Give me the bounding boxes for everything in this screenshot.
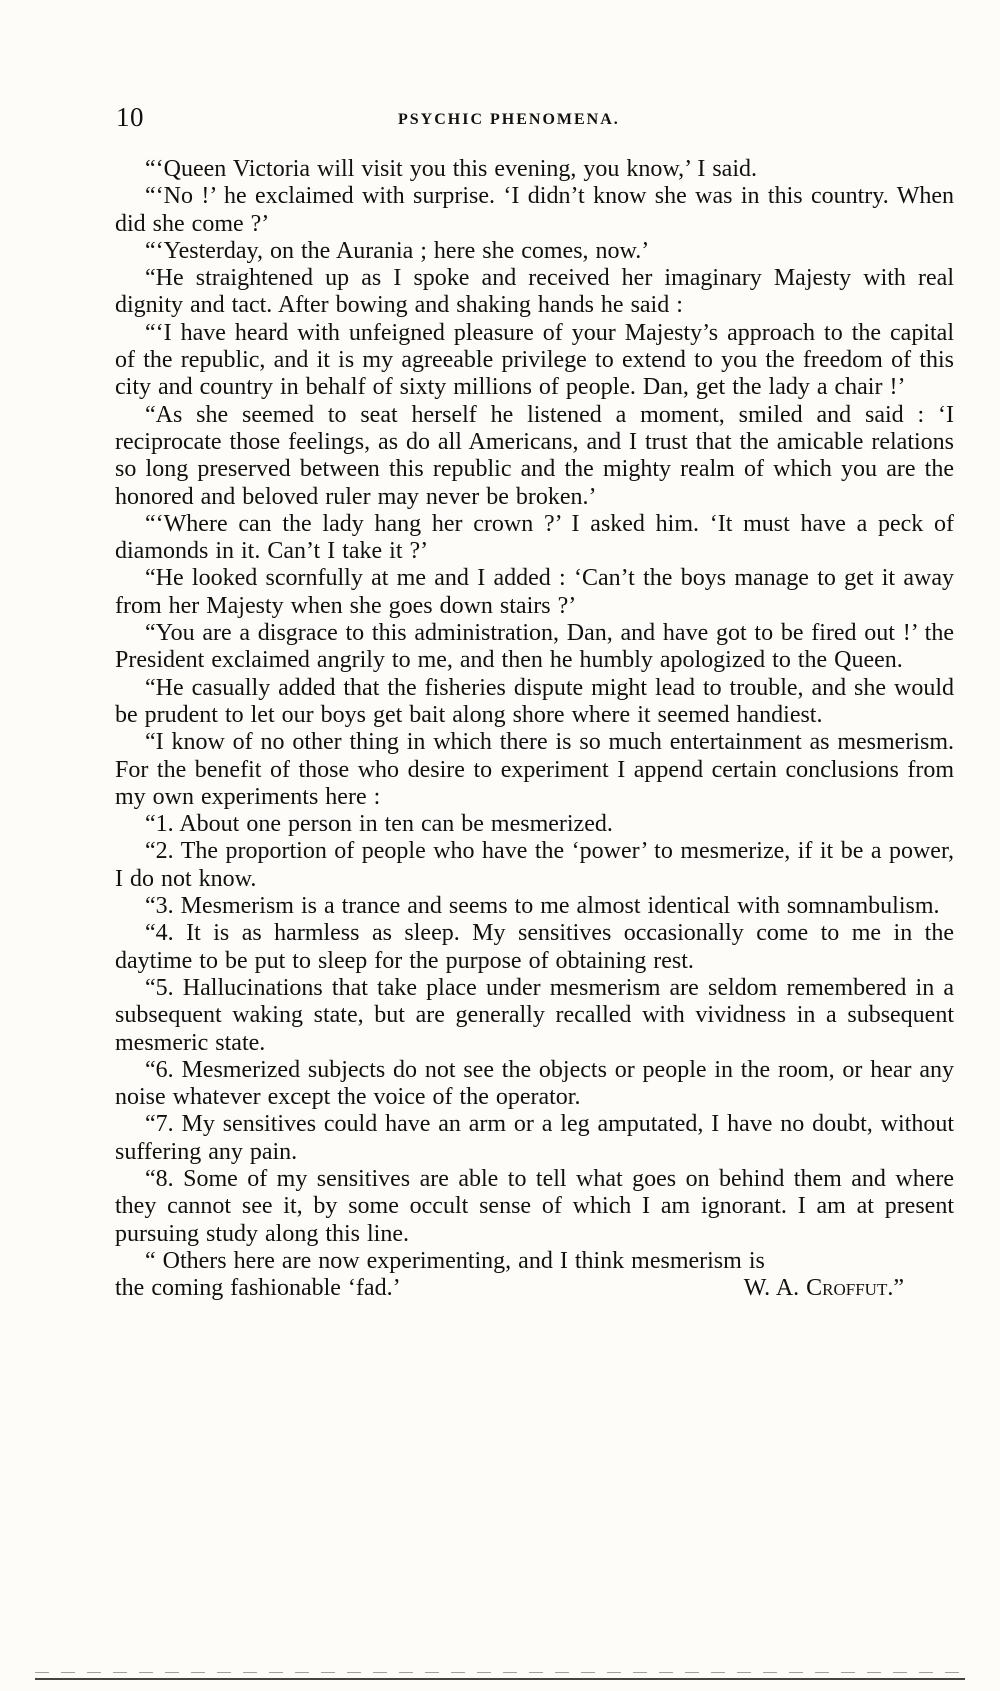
paragraph: “‘No !’ he exclaimed with surprise. ‘I didn’t know she was in this country. When did she come ?’ — [115, 183, 954, 237]
paragraph: “As she seemed to seat herself he listened a moment, smiled and said : ‘I reciprocate those feelings, as do all Americans, and I trust that the amicable relations so long preserved between this republic and the mighty realm of which you are the honored and beloved ruler may never be broken.’ — [115, 401, 954, 510]
paragraph: “I know of no other thing in which there is so much entertainment as mesmerism. For the benefit of those who desire to experiment I append certain conclusions from my own experiments here : — [115, 729, 954, 810]
list-paragraph: “2. The proportion of people who have the ‘power’ to mesmerize, if it be a power, I do not know. — [115, 838, 954, 892]
paragraph: “‘Queen Victoria will visit you this evening, you know,’ I said. — [145, 156, 758, 182]
page-number: 10 — [116, 102, 144, 132]
closing-paragraph-last-line: the coming fashionable ‘fad.’ — [115, 1275, 401, 1302]
closing-signature-line — [115, 1275, 954, 1302]
list-paragraph: “1. About one person in ten can be mesmerized. — [145, 811, 613, 838]
paragraph: “He casually added that the fisheries dispute might lead to trouble, and she would be prudent to let our boys get bait along shore where it seemed handiest. — [115, 674, 954, 728]
paragraph: “‘Where can the lady hang her crown ?’ I asked him. ‘It must have a peck of diamonds in it. Can’t I take it ?’ — [115, 510, 954, 565]
running-title: PSYCHIC PHENOMENA. — [398, 111, 620, 128]
closing-paragraph-first-line: “ Others here are now experimenting, and I think mesmerism is — [145, 1247, 765, 1274]
list-paragraph: “6. Mesmerized subjects do not see the objects or people in the room, or hear any noise whatever except the voice of the operator. — [115, 1056, 954, 1111]
signature: W. A. Croffut.” — [743, 1275, 904, 1302]
list-paragraph: “7. My sensitives could have an arm or a leg amputated, I have no doubt, without suffering any pain. — [115, 1111, 954, 1165]
paragraph: “‘Yesterday, on the Aurania ; here she comes, now.’ — [145, 237, 650, 264]
paragraph: “You are a disgrace to this administration, Dan, and have got to be fired out !’ the President exclaimed angrily to me, and then he humbly apologized to the Queen. — [115, 620, 954, 674]
paragraph: “He straightened up as I spoke and received her imaginary Majesty with real dignity and tact. After bowing and shaking hands he said : — [115, 265, 954, 319]
list-paragraph: “8. Some of my sensitives are able to tell what goes on behind them and where they cannot see it, by some occult sense of which I am ignorant. I am at present pursuing study along this line. — [115, 1165, 954, 1247]
paragraph: “‘I have heard with unfeigned pleasure of your Majesty’s approach to the capital of the republic, and it is my agreeable privilege to extend to you the freedom of this city and country in behalf of sixty millions of people. Dan, get the lady a chair !’ — [115, 319, 954, 401]
body-text — [115, 156, 954, 1302]
page-bottom-rule — [35, 1678, 965, 1680]
list-paragraph: “3. Mesmerism is a trance and seems to me almost identical with somnambulism. — [145, 893, 940, 920]
list-paragraph: “5. Hallucinations that take place under mesmerism are seldom remembered in a subsequent waking state, but are generally recalled with vividness in a subsequent mesmeric state. — [115, 974, 954, 1056]
list-paragraph: “4. It is as harmless as sleep. My sensitives occasionally come to me in the daytime to be put to sleep for the purpose of obtaining rest. — [115, 920, 954, 974]
paragraph: “He looked scornfully at me and I added : ‘Can’t the boys manage to get it away from her Majesty when she goes down stairs ?’ — [115, 565, 954, 619]
page-bottom-faint-rule — [35, 1672, 965, 1673]
